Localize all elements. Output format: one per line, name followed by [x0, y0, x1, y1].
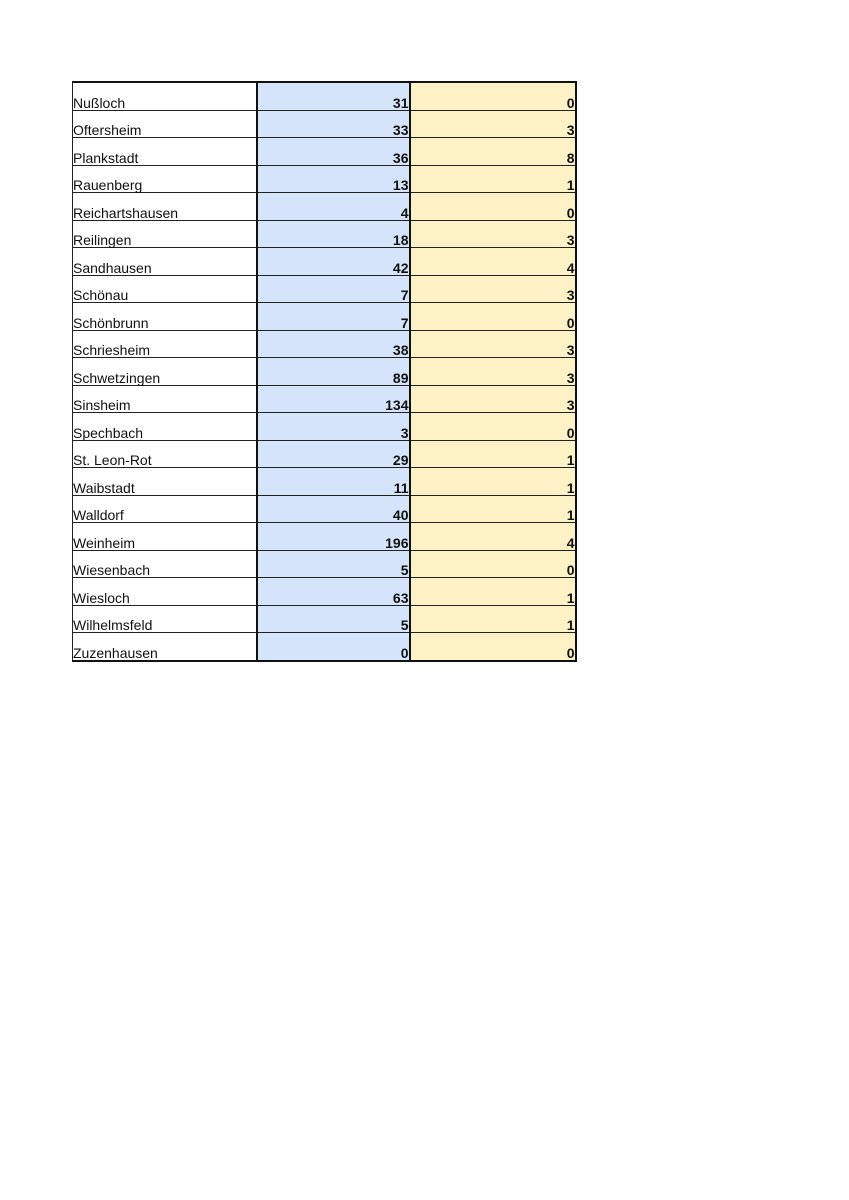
value-b-cell: 0 — [410, 550, 576, 578]
table-row — [73, 358, 576, 386]
value-b-cell: 3 — [410, 110, 576, 138]
municipality-name-cell: Zuzenhausen — [73, 633, 257, 661]
value-b-cell: 0 — [410, 303, 576, 331]
table-row — [73, 303, 576, 331]
spreadsheet-page — [72, 81, 575, 662]
value-a-cell: 13 — [257, 165, 410, 193]
table-row — [73, 633, 576, 661]
value-b-cell: 0 — [410, 193, 576, 221]
table-row — [73, 605, 576, 633]
table-row — [73, 165, 576, 193]
table-row — [73, 550, 576, 578]
table-body — [73, 82, 576, 661]
value-a-cell: 5 — [257, 550, 410, 578]
table-row — [73, 495, 576, 523]
table-row — [73, 468, 576, 496]
value-b-cell: 1 — [410, 495, 576, 523]
municipality-name-cell: Oftersheim — [73, 110, 257, 138]
value-b-cell: 8 — [410, 138, 576, 166]
municipality-name-cell: Wiesenbach — [73, 550, 257, 578]
table-row — [73, 523, 576, 551]
value-a-cell: 18 — [257, 220, 410, 248]
value-a-cell: 40 — [257, 495, 410, 523]
value-a-cell: 89 — [257, 358, 410, 386]
municipality-table — [72, 81, 577, 662]
table-row — [73, 193, 576, 221]
municipality-name-cell: Spechbach — [73, 413, 257, 441]
municipality-name-cell: Wiesloch — [73, 578, 257, 606]
value-a-cell: 29 — [257, 440, 410, 468]
municipality-name-cell: Reilingen — [73, 220, 257, 248]
value-b-cell: 0 — [410, 82, 576, 110]
value-a-cell: 63 — [257, 578, 410, 606]
value-b-cell: 0 — [410, 413, 576, 441]
table-row — [73, 578, 576, 606]
value-b-cell: 1 — [410, 165, 576, 193]
table-row — [73, 110, 576, 138]
value-b-cell: 3 — [410, 358, 576, 386]
value-b-cell: 3 — [410, 275, 576, 303]
municipality-name-cell: St. Leon-Rot — [73, 440, 257, 468]
value-a-cell: 5 — [257, 605, 410, 633]
value-b-cell: 3 — [410, 385, 576, 413]
value-b-cell: 1 — [410, 578, 576, 606]
value-a-cell: 134 — [257, 385, 410, 413]
value-a-cell: 7 — [257, 303, 410, 331]
value-b-cell: 3 — [410, 220, 576, 248]
municipality-name-cell: Plankstadt — [73, 138, 257, 166]
value-a-cell: 33 — [257, 110, 410, 138]
value-a-cell: 4 — [257, 193, 410, 221]
value-a-cell: 31 — [257, 82, 410, 110]
municipality-name-cell: Schönbrunn — [73, 303, 257, 331]
value-b-cell: 0 — [410, 633, 576, 661]
municipality-name-cell: Weinheim — [73, 523, 257, 551]
value-a-cell: 42 — [257, 248, 410, 276]
value-a-cell: 38 — [257, 330, 410, 358]
value-b-cell: 1 — [410, 468, 576, 496]
table-row — [73, 220, 576, 248]
table-row — [73, 330, 576, 358]
value-b-cell: 1 — [410, 605, 576, 633]
municipality-name-cell: Sandhausen — [73, 248, 257, 276]
value-a-cell: 196 — [257, 523, 410, 551]
municipality-name-cell: Walldorf — [73, 495, 257, 523]
table-row — [73, 275, 576, 303]
municipality-name-cell: Schwetzingen — [73, 358, 257, 386]
municipality-name-cell: Reichartshausen — [73, 193, 257, 221]
table-row — [73, 440, 576, 468]
municipality-name-cell: Waibstadt — [73, 468, 257, 496]
value-a-cell: 11 — [257, 468, 410, 496]
municipality-name-cell: Sinsheim — [73, 385, 257, 413]
municipality-name-cell: Schönau — [73, 275, 257, 303]
value-a-cell: 0 — [257, 633, 410, 661]
value-b-cell: 1 — [410, 440, 576, 468]
table-row — [73, 385, 576, 413]
value-b-cell: 4 — [410, 248, 576, 276]
municipality-name-cell: Nußloch — [73, 82, 257, 110]
value-a-cell: 7 — [257, 275, 410, 303]
table-row — [73, 138, 576, 166]
municipality-name-cell: Wilhelmsfeld — [73, 605, 257, 633]
value-b-cell: 3 — [410, 330, 576, 358]
table-row — [73, 248, 576, 276]
municipality-name-cell: Rauenberg — [73, 165, 257, 193]
municipality-name-cell: Schriesheim — [73, 330, 257, 358]
value-a-cell: 3 — [257, 413, 410, 441]
table-row — [73, 413, 576, 441]
value-a-cell: 36 — [257, 138, 410, 166]
value-b-cell: 4 — [410, 523, 576, 551]
table-row — [73, 82, 576, 110]
